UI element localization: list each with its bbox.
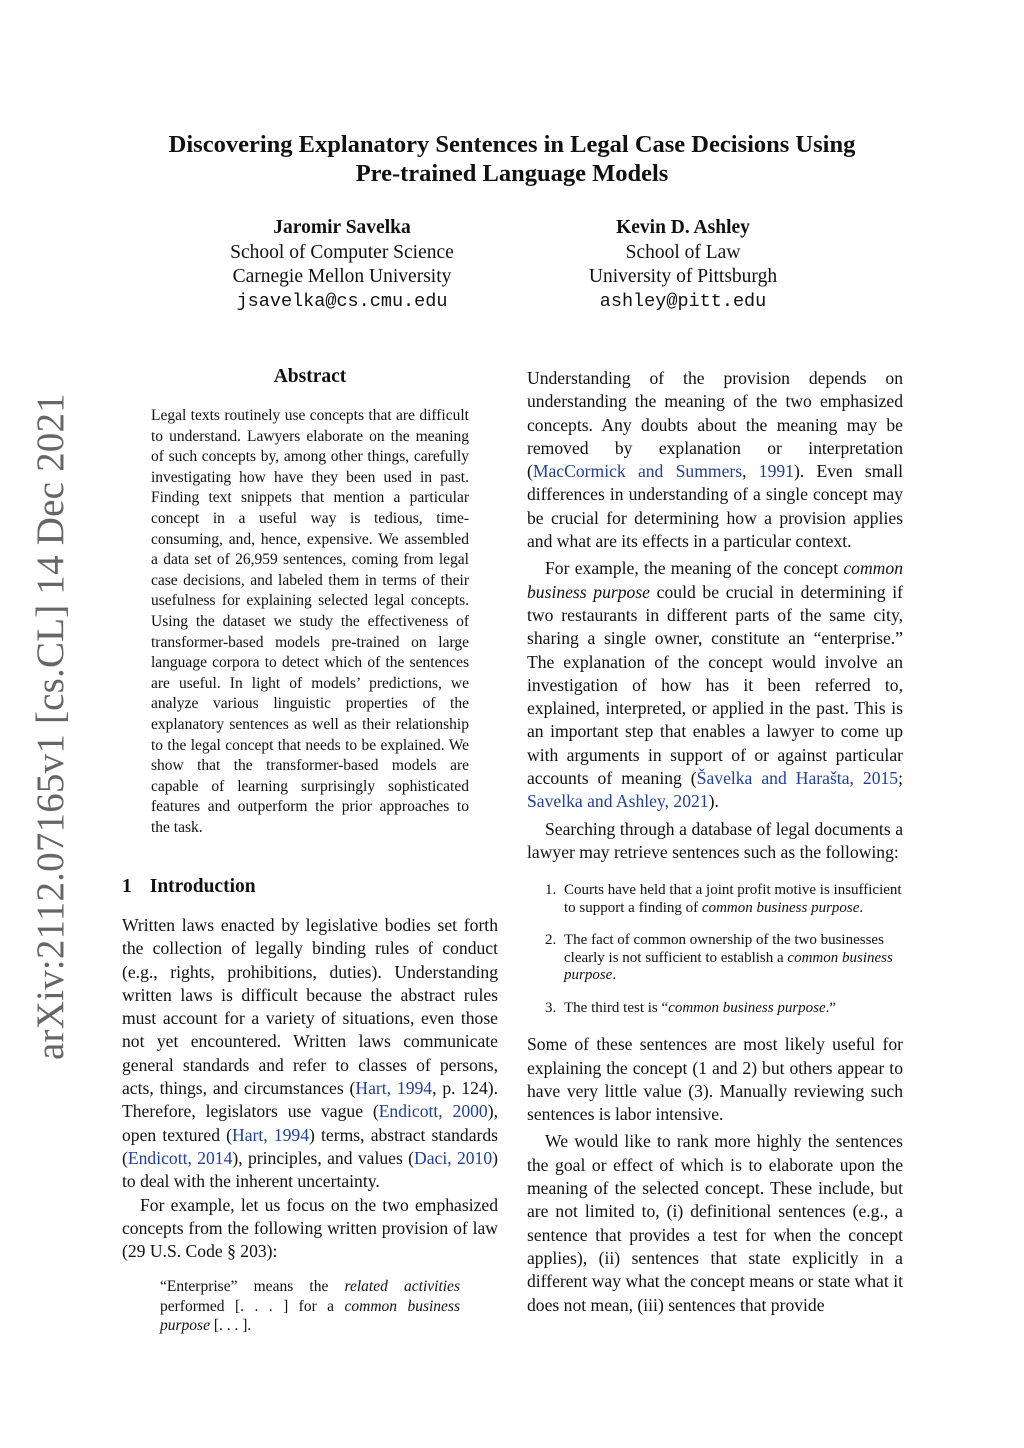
citation-link[interactable]: Endicott, 2000: [378, 1101, 488, 1122]
author-affiliation: School of Law: [625, 241, 741, 263]
text-run: The third test is “: [564, 999, 669, 1016]
text-run: ,: [742, 461, 759, 482]
arxiv-stamp: arXiv:2112.07165v1 [cs.CL] 14 Dec 2021: [29, 393, 72, 1060]
list-item: [527, 1000, 903, 1018]
emphasis: common business purpose: [160, 1297, 460, 1335]
citation-link[interactable]: Endicott, 2014: [127, 1147, 233, 1168]
title-line-1: Discovering Explanatory Sentences in Legal Case Decisions Using: [168, 131, 856, 158]
text-run: ) terms, abstract standards (: [122, 1124, 498, 1168]
text-run: ;: [898, 768, 903, 789]
citation-link[interactable]: Šavelka and Harašta, 2015: [696, 768, 899, 789]
list-number: 1.: [545, 882, 557, 899]
text-run: ) to deal with the inherent uncertainty.: [122, 1147, 498, 1192]
emphasis: common business purpose: [668, 999, 826, 1016]
text-run: [. . . ].: [209, 1317, 252, 1335]
citation-link[interactable]: Savelka and Ashley, 2021: [527, 791, 709, 812]
text-run: “Enterprise” means the: [160, 1278, 345, 1296]
text-run: ), open textured (: [122, 1101, 498, 1145]
abstract-text: Legal texts routinely use concepts that are difficult to understand. Lawyers elaborate on the meaning of such concepts by, among other things, carefully investigating how have they been used in past. Finding text snippets that mention a particular concept in a useful way is tedious, time-consuming, and, hence, expensive. We assembled a data set of 26,959 sentences, coming from legal case decisions, and labeled them in terms of their usefulness for explaining selected legal concepts. Using the dataset we study the effectiveness of transformer-based models pre-trained on large language corpora to detect which of the sentences are useful. In light of models’ predictions, we analyze various linguistic properties of the explanatory sentences as well as their relationship to the legal concept that needs to be explained. We show that the transformer-based models are capable of learning surprisingly sophisticated features and outperform the prior approaches to the task.: [151, 407, 469, 836]
text-run: The fact of common ownership of the two businesses clearly is not sufficient to establish a: [564, 932, 884, 966]
author-affiliation: Carnegie Mellon University: [232, 266, 452, 287]
emphasis: common business purpose: [701, 899, 860, 916]
intro-paragraph-2: For example, let us focus on the two emphasized concepts from the following written provision of law (29 U.S. Code § 203):: [122, 1194, 498, 1262]
intro-paragraph-5: Searching through a database of legal documents a lawyer may retrieve sentences such as the following:: [527, 818, 903, 862]
author-name: Jaromir Savelka: [273, 217, 411, 238]
intro-paragraph-3: [527, 367, 903, 553]
section-number: 1: [122, 876, 132, 897]
citation-link[interactable]: Daci, 2010: [414, 1147, 493, 1168]
text-run: Understanding of the provision depends on understanding the meaning of the two emphasized concepts. Any doubts about the meaning may be removed by explanation or interpretation (: [527, 368, 903, 482]
text-run: ), principles, and values (: [232, 1147, 414, 1168]
list-number: 2.: [545, 932, 557, 949]
text-run: .”: [825, 999, 837, 1016]
citation-link[interactable]: Hart, 1994: [232, 1124, 310, 1145]
text-run: , p. 124). Therefore, legislators use vague (: [122, 1078, 498, 1122]
text-run: ).: [708, 791, 719, 812]
intro-paragraph-4: [527, 557, 903, 813]
text-run: performed [. . . ] for a: [160, 1297, 345, 1315]
author-email[interactable]: jsavelka@cs.cmu.edu: [236, 290, 448, 312]
section-title: Introduction: [149, 876, 256, 897]
author-name: Kevin D. Ashley: [616, 217, 750, 238]
citation-link[interactable]: MacCormick and Summers: [532, 461, 743, 482]
text-run: could be crucial in determining if two restaurants in different parts of the same city, sharing a single owner, constitute an “enterprise.” The explanation of the concept would involve an investigation of how has it been referred to, explained, interpreted, or applied in the past. This is an important step that enables a lawyer to come up with arguments in support of or against particular accounts of meaning (: [527, 581, 904, 789]
author-affiliation: School of Computer Science: [230, 241, 454, 263]
author-affiliation: University of Pittsburgh: [588, 266, 778, 287]
emphasis: common business purpose: [564, 949, 893, 984]
list-item: [527, 882, 903, 917]
author-block-2: [523, 216, 843, 314]
paper-title: [120, 130, 904, 188]
law-quote: [160, 1277, 460, 1336]
text-run: ). Even small differences in understanding of a single concept may be crucial for determining how a provision applies and what are its effects in a particular context.: [527, 461, 904, 552]
section-heading: [122, 876, 256, 898]
title-line-2: Pre-trained Language Models: [355, 160, 669, 187]
author-email[interactable]: ashley@pitt.edu: [599, 290, 767, 312]
text-run: Courts have held that a joint profit motive is insufficient to support a finding of: [564, 882, 902, 916]
citation-link[interactable]: 1991: [758, 461, 794, 482]
example-sentence-list: [527, 882, 903, 1017]
emphasis: related activities: [344, 1278, 460, 1296]
author-block-1: [182, 216, 502, 314]
emphasis: common business purpose: [527, 558, 903, 602]
intro-paragraph-7: We would like to rank more highly the sentences the goal or effect of which is to elaborate upon the meaning of the selected concept. These include, but are not limited to, (i) definitional sentences (e.g., a sentence that provides a test for when the concept applies), (ii) sentences that state explicitly in a different way what the concept means or state what it does not mean, (iii) sentences that provide: [527, 1131, 903, 1315]
text-run: Written laws enacted by legislative bodies set forth the collection of legally binding rules of conduct (e.g., rights, prohibitions, duties). Understanding written laws is difficult because the abstract rules must account for a variety of situations, even those not yet encountered. Written laws communicate general standards and refer to classes of persons, acts, things, and circumstances (: [122, 915, 498, 1099]
list-number: 3.: [545, 999, 557, 1016]
text-run: .: [859, 899, 864, 916]
abstract-heading: Abstract: [273, 366, 347, 387]
text-run: .: [612, 967, 617, 984]
citation-link[interactable]: Hart, 1994: [355, 1078, 433, 1099]
text-run: For example, the meaning of the concept: [545, 558, 844, 579]
intro-paragraph-6: Some of these sentences are most likely useful for explaining the concept (1 and 2) but others appear to have very little value (3). Manually reviewing such sentences is labor intensive.: [527, 1034, 903, 1125]
right-column: [527, 367, 903, 1317]
list-item: [527, 932, 903, 985]
left-column: [122, 914, 498, 1336]
intro-paragraph-1: [122, 914, 498, 1194]
